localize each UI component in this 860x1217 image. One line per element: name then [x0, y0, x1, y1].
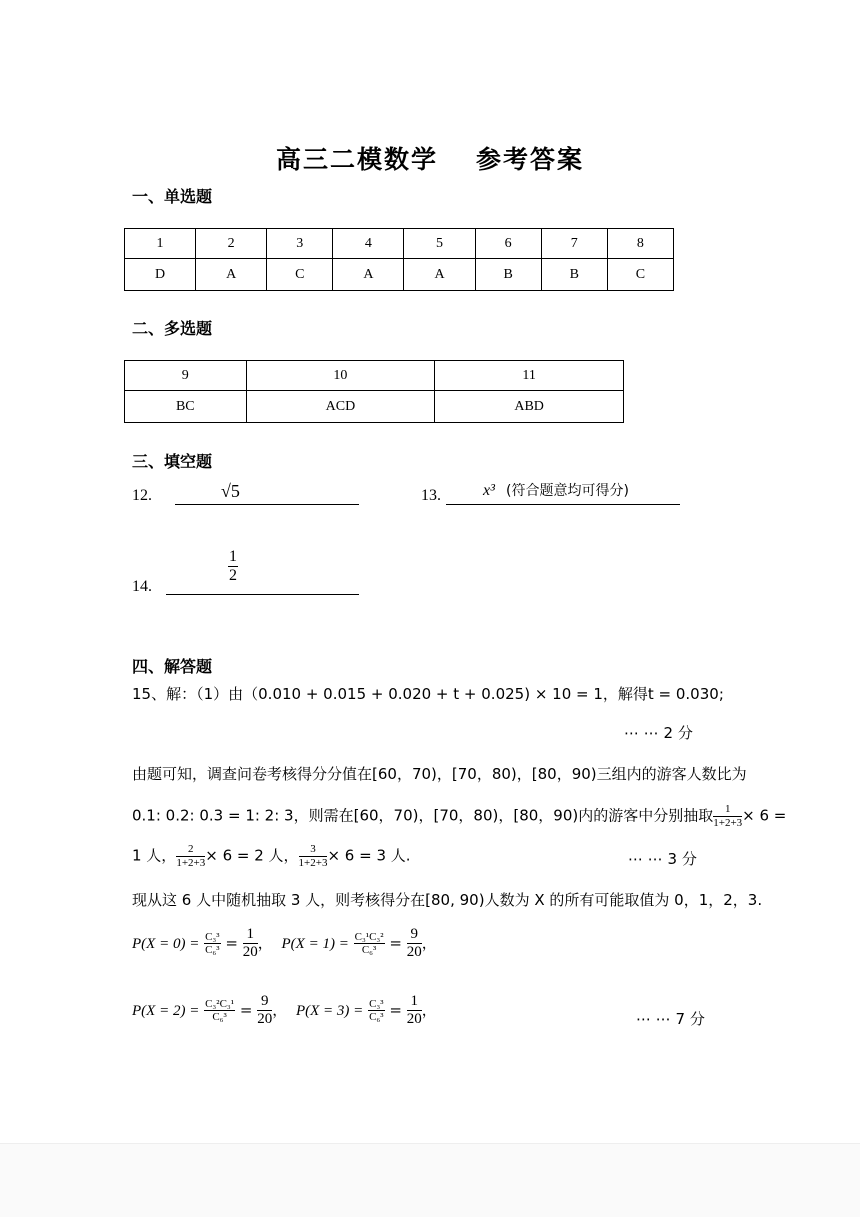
- table-row-answers: [125, 391, 624, 423]
- table-cell: C: [267, 259, 333, 291]
- single-choice-answer-table: [124, 228, 674, 291]
- q12-blank: [175, 504, 359, 505]
- numerator: 9: [257, 993, 272, 1011]
- fraction: [713, 803, 742, 829]
- multi-choice-answer-table: [124, 360, 624, 423]
- table-cell: 3: [267, 229, 333, 259]
- q12-answer: √5: [221, 481, 240, 501]
- prob-lhs: P(X = 0) =: [132, 935, 200, 952]
- q12-label: 12.: [132, 487, 152, 504]
- denominator: 1+2+3: [176, 856, 206, 869]
- table-cell: A: [196, 259, 267, 291]
- prob-lhs: P(X = 3) =: [295, 1002, 364, 1019]
- numerator: 1: [713, 803, 742, 817]
- fraction: [204, 931, 220, 957]
- score-marker: ⋯ ⋯ 2 分: [624, 724, 693, 742]
- table-cell: D: [125, 259, 196, 291]
- denominator: 20: [406, 1011, 422, 1028]
- denominator: C₆³: [205, 944, 220, 957]
- fraction: [243, 926, 258, 962]
- score-marker: ⋯ ⋯ 7 分: [636, 1010, 705, 1028]
- q13-blank: [446, 504, 680, 505]
- probability-row-1: [132, 926, 437, 962]
- comma: ，: [257, 933, 273, 952]
- numerator: 1: [407, 993, 422, 1011]
- table-row-numbers: [125, 361, 624, 391]
- table-cell: 10: [246, 361, 435, 391]
- section-heading-single-choice: 一、单选题: [132, 187, 213, 206]
- denominator: 20: [242, 944, 258, 961]
- page-bottom-margin: [0, 1143, 860, 1217]
- table-cell: A: [333, 259, 404, 291]
- section-heading-fill-blank: 三、填空题: [132, 452, 213, 471]
- q14-answer: [228, 548, 238, 586]
- equals: =: [225, 933, 238, 952]
- numerator: 1: [243, 926, 258, 944]
- numerator: 9: [407, 926, 422, 944]
- numerator: C₃¹C₃²: [354, 930, 384, 943]
- prob-lhs: P(X = 1) =: [281, 935, 349, 952]
- q14-label: 14.: [132, 578, 152, 595]
- denominator: 2: [229, 567, 237, 585]
- numerator: 2: [176, 843, 205, 857]
- denominator: C₆³: [361, 944, 377, 957]
- q13-label: 13.: [421, 487, 441, 504]
- text: 0.1: 0.2: 0.3 = 1: 2: 3，则需在[60，70)，[70，80)，[80，90)内的游客中分别抽取: [132, 806, 714, 825]
- q15-line2: 由题可知，调查问卷考核得分分值在[60，70)，[70，80)，[80，90)三组内的游客人数比为: [132, 765, 747, 783]
- table-cell: 5: [404, 229, 475, 259]
- text: × 6 = 2 人，: [205, 846, 299, 865]
- table-cell: 4: [333, 229, 404, 259]
- fraction: [299, 843, 328, 869]
- table-cell: BC: [125, 391, 247, 423]
- table-cell: 8: [607, 229, 673, 259]
- title-sub: 参考答案: [476, 145, 585, 174]
- table-cell: ABD: [435, 391, 624, 423]
- q13-answer: x³: [483, 482, 495, 499]
- comma: ，: [272, 1000, 288, 1019]
- denominator: 1+2+3: [713, 816, 743, 829]
- numerator: C₃²C₃¹: [205, 997, 235, 1010]
- table-cell: B: [475, 259, 541, 291]
- numerator: 1: [228, 548, 238, 567]
- equals: =: [239, 1000, 253, 1019]
- table-cell: 11: [435, 361, 624, 391]
- numerator: C₃³: [205, 930, 220, 943]
- fraction: [204, 998, 235, 1024]
- fraction: [407, 993, 422, 1029]
- fraction: [257, 993, 272, 1029]
- fraction: [228, 548, 238, 586]
- score-marker: ⋯ ⋯ 3 分: [628, 850, 697, 868]
- title-main: 高三二模数学: [275, 145, 438, 174]
- numerator: C₃³: [369, 997, 384, 1010]
- table-cell: ACD: [246, 391, 435, 423]
- table-cell: 2: [196, 229, 267, 259]
- comma: ，: [421, 933, 437, 952]
- fraction: [368, 998, 384, 1024]
- table-cell: 7: [541, 229, 607, 259]
- equals: =: [389, 1000, 402, 1019]
- section-heading-solutions: 四、解答题: [132, 657, 213, 676]
- table-cell: 1: [125, 229, 196, 259]
- table-cell: A: [404, 259, 475, 291]
- fraction: [407, 926, 422, 962]
- q15-line4: [132, 843, 411, 869]
- q15-line5: 现从这 6 人中随机抽取 3 人，则考核得分在[80, 90)人数为 X 的所有可能取值为 0，1，2，3.: [132, 891, 763, 909]
- text: × 6 =: [742, 806, 787, 825]
- comma: ，: [421, 1000, 437, 1019]
- fraction: [354, 931, 385, 957]
- prob-lhs: P(X = 2) =: [132, 1002, 200, 1019]
- table-cell: 9: [125, 361, 247, 391]
- table-row-numbers: [125, 229, 674, 259]
- text: 1 人，: [132, 846, 177, 865]
- denominator: 1+2+3: [298, 856, 328, 869]
- q13-answer-group: [483, 480, 629, 500]
- table-cell: C: [607, 259, 673, 291]
- page-title: [0, 140, 860, 176]
- table-cell: B: [541, 259, 607, 291]
- denominator: C₆³: [369, 1011, 384, 1024]
- denominator: 20: [406, 944, 422, 961]
- table-cell: 6: [475, 229, 541, 259]
- q15-line3: [132, 803, 786, 829]
- fraction: [176, 843, 205, 869]
- numerator: 3: [299, 843, 328, 857]
- q13-note: (符合题意均可得分): [506, 483, 629, 499]
- table-row-answers: [125, 259, 674, 291]
- q15-line1: 15、解：（1）由（0.010 + 0.015 + 0.020 + t + 0.025) × 10 = 1，解得t = 0.030;: [132, 685, 724, 703]
- q14-blank: [166, 594, 359, 595]
- denominator: 20: [257, 1011, 273, 1028]
- equals: =: [389, 933, 402, 952]
- denominator: C₆³: [212, 1011, 227, 1024]
- probability-row-2: [132, 993, 437, 1029]
- section-heading-multi-choice: 二、多选题: [132, 319, 213, 338]
- text: × 6 = 3 人.: [327, 846, 411, 865]
